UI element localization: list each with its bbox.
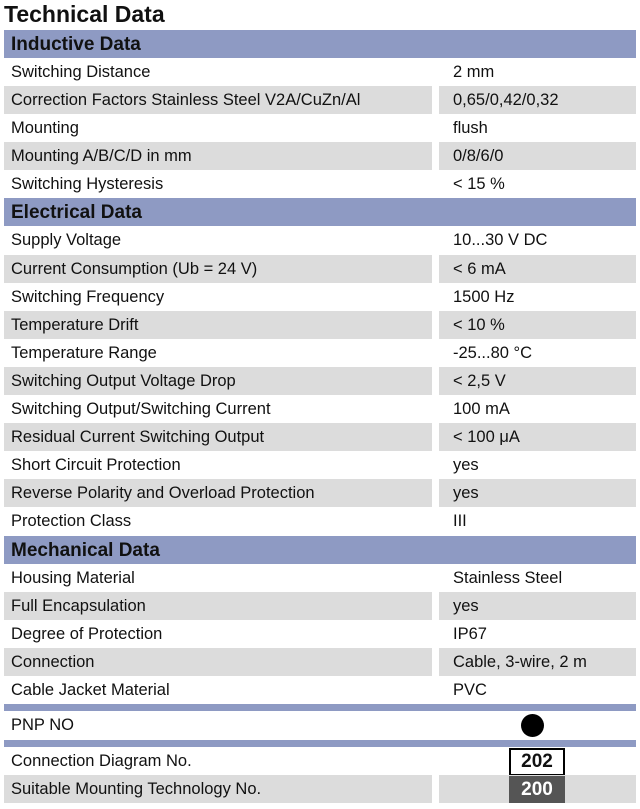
table-row [4,283,636,311]
row-value: < 2,5 V [439,367,636,395]
table-row [4,564,636,592]
row-value: Stainless Steel [453,568,563,587]
row-value: yes [439,479,636,507]
row-label: Mounting [11,119,79,138]
table-row [4,170,636,198]
row-label: Degree of Protection [11,624,163,643]
row-label: Switching Distance [11,63,151,81]
connection-diagram-cell [439,747,636,775]
row-label: Switching Output Voltage Drop [4,367,432,395]
table-row [4,507,636,535]
mechanical-table [0,564,640,704]
row-value: 10...30 V DC [453,231,548,250]
row-label: Full Encapsulation [4,592,432,620]
table-row [4,58,636,86]
section-header-mechanical: Mechanical Data [4,536,636,564]
table-row [4,451,636,479]
table-row [4,592,636,620]
section-header-inductive: Inductive Data [4,30,636,58]
row-value: < 10 % [439,311,636,339]
filled-circle-icon [521,714,544,737]
section-header-electrical: Electrical Data [4,198,636,226]
mounting-technology-row [4,775,636,803]
row-label: Switching Output/Switching Current [11,400,271,419]
connection-diagram-label: Connection Diagram No. [11,751,192,770]
row-value: PVC [453,680,487,699]
table-row [4,114,636,142]
row-label: Temperature Range [11,343,157,362]
row-label: Supply Voltage [11,231,122,250]
separator-bar [4,704,636,711]
table-row [4,142,636,170]
row-value: Cable, 3-wire, 2 m [439,648,636,676]
row-label: Housing Material [11,568,135,587]
row-value: III [453,512,467,531]
row-value: < 100 μA [439,423,636,451]
row-label: Residual Current Switching Output [4,423,432,451]
row-label: Short Circuit Protection [11,456,181,475]
table-row [4,339,636,367]
connection-diagram-number: 202 [509,748,565,776]
row-label: Correction Factors Stainless Steel V2A/CuZn/Al [4,86,432,114]
electrical-table [0,226,640,535]
row-value: 0,65/0,42/0,32 [439,86,636,114]
pnp-row [4,711,636,740]
row-value: yes [439,592,636,620]
mounting-technology-cell [439,775,636,803]
table-row [4,367,636,395]
row-value: < 6 mA [439,255,636,283]
page-title: Technical Data [4,1,165,27]
mounting-technology-number: 200 [509,776,565,803]
mounting-technology-label: Suitable Mounting Technology No. [4,775,432,803]
row-label: Current Consumption (Ub = 24 V) [4,255,432,283]
row-label: Switching Frequency [11,287,165,306]
inductive-table [0,58,640,198]
row-label: Reverse Polarity and Overload Protection [4,479,432,507]
separator-bar [4,740,636,747]
table-row [4,676,636,704]
row-value: 1500 Hz [453,287,515,306]
pnp-value [432,711,636,740]
table-row [4,311,636,339]
pnp-label: PNP NO [11,715,74,734]
row-value: < 15 % [453,175,505,194]
row-value: yes [453,456,479,475]
connection-diagram-row [4,747,636,775]
row-label: Switching Hysteresis [11,175,164,194]
table-row [4,255,636,283]
row-value: flush [453,119,488,138]
row-label: Connection [4,648,432,676]
table-row [4,620,636,648]
row-value: 100 mA [453,400,510,419]
row-label: Protection Class [11,512,132,531]
row-value: 0/8/6/0 [439,142,636,170]
row-label: Cable Jacket Material [11,680,170,699]
table-row [4,423,636,451]
table-row [4,226,636,254]
row-value: -25...80 °C [453,343,533,362]
table-row [4,395,636,423]
table-row [4,86,636,114]
row-label: Temperature Drift [4,311,432,339]
table-row [4,648,636,676]
table-row [4,479,636,507]
row-label: Mounting A/B/C/D in mm [4,142,432,170]
row-value: IP67 [453,624,487,643]
row-value: 2 mm [453,63,495,81]
